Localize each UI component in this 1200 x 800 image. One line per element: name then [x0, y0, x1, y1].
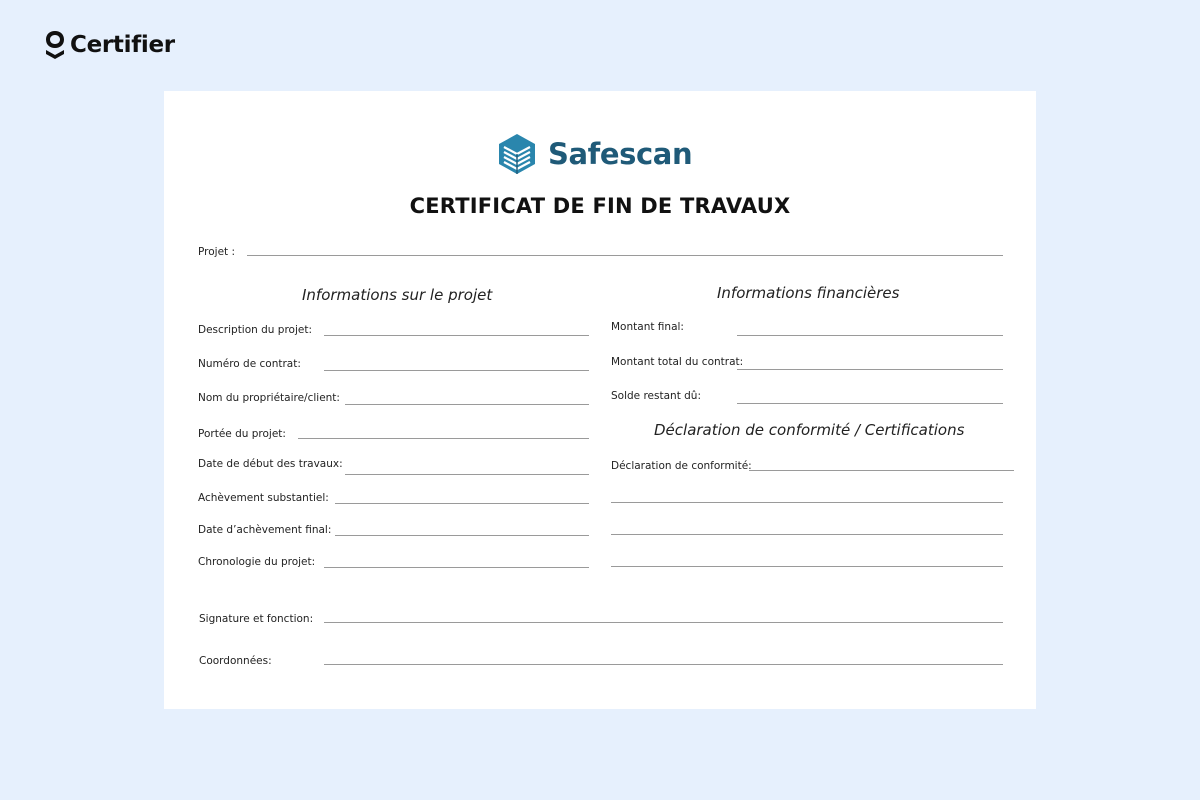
contract-number-line[interactable]	[324, 370, 589, 371]
compliance-declaration-label: Déclaration de conformité:	[611, 460, 752, 472]
project-label: Projet :	[198, 246, 236, 258]
project-description-label: Description du projet:	[198, 324, 313, 336]
safescan-cube-icon	[498, 133, 536, 175]
work-start-date-line[interactable]	[345, 474, 589, 475]
contract-number-label: Numéro de contrat:	[198, 358, 301, 370]
total-contract-amount-label: Montant total du contrat:	[611, 356, 744, 368]
certifier-logo-icon	[44, 29, 66, 61]
final-completion-date-line[interactable]	[335, 535, 589, 536]
owner-client-label: Nom du propriétaire/client:	[198, 392, 340, 404]
owner-client-line[interactable]	[345, 404, 589, 405]
project-timeline-label: Chronologie du projet:	[198, 556, 316, 568]
balance-due-line[interactable]	[737, 403, 1003, 404]
substantial-completion-line[interactable]	[335, 503, 589, 504]
certificate-document	[164, 91, 1036, 709]
final-amount-line[interactable]	[737, 335, 1003, 336]
compliance-declaration-line[interactable]	[749, 470, 1014, 471]
compliance-extra-line-2[interactable]	[611, 534, 1003, 535]
substantial-completion-label: Achèvement substantiel:	[198, 492, 329, 504]
safescan-logo-name: Safescan	[548, 137, 693, 171]
project-scope-line[interactable]	[298, 438, 589, 439]
project-section-heading: Informations sur le projet	[302, 286, 493, 304]
certifier-brand	[44, 29, 175, 61]
compliance-section-heading: Déclaration de conformité / Certifications	[654, 421, 965, 439]
signature-label: Signature et fonction:	[199, 613, 314, 625]
contact-line[interactable]	[324, 664, 1003, 665]
contact-label: Coordonnées:	[199, 655, 272, 667]
final-completion-date-label: Date d’achèvement final:	[198, 524, 332, 536]
certificate-title: CERTIFICAT DE FIN DE TRAVAUX	[409, 194, 791, 218]
balance-due-label: Solde restant dû:	[611, 390, 702, 402]
compliance-extra-line-1[interactable]	[611, 502, 1003, 503]
safescan-logo	[498, 133, 692, 175]
signature-line[interactable]	[324, 622, 1003, 623]
work-start-date-label: Date de début des travaux:	[198, 458, 343, 470]
compliance-extra-line-3[interactable]	[611, 566, 1003, 567]
finance-section-heading: Informations financières	[717, 284, 900, 302]
project-description-line[interactable]	[324, 335, 589, 336]
certifier-brand-name: Certifier	[70, 32, 175, 58]
project-scope-label: Portée du projet:	[198, 428, 286, 440]
project-line[interactable]	[247, 255, 1003, 256]
project-timeline-line[interactable]	[324, 567, 589, 568]
final-amount-label: Montant final:	[611, 321, 684, 333]
total-contract-amount-line[interactable]	[737, 369, 1003, 370]
